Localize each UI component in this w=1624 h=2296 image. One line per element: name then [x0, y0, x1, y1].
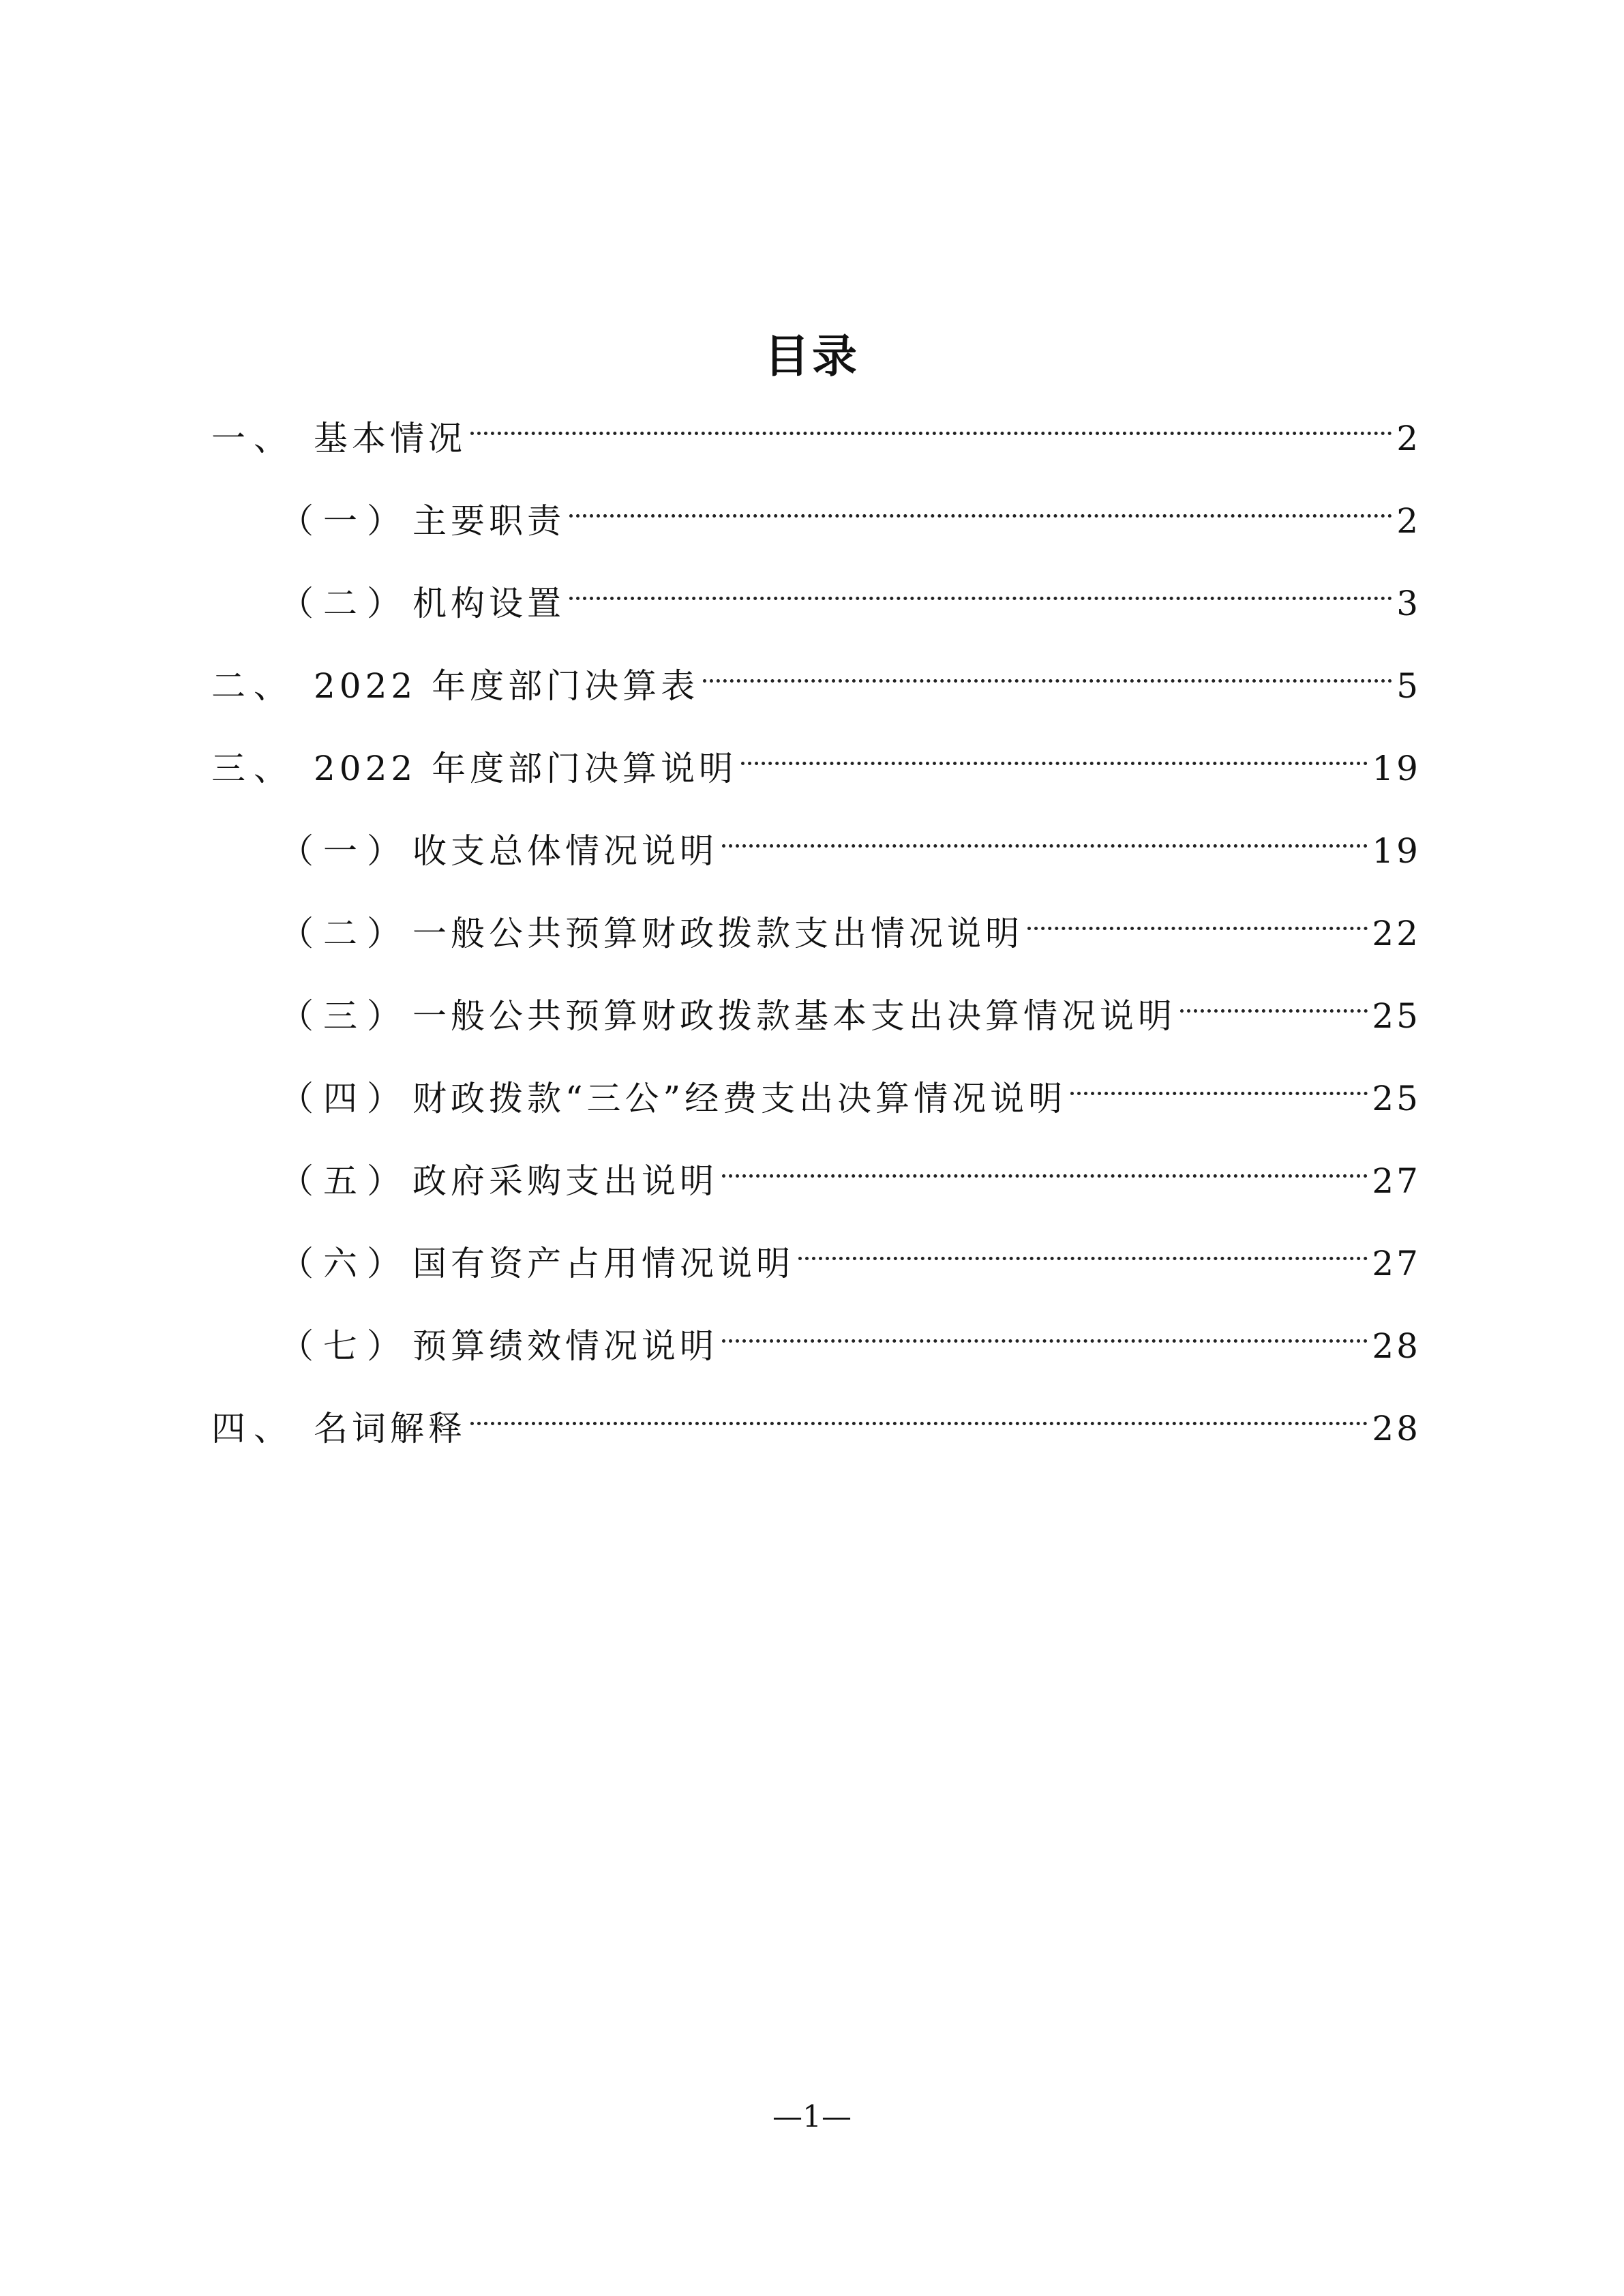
- toc-entry-text: 一般公共预算财政拨款支出情况说明: [412, 914, 1023, 953]
- toc-dot-leader: [722, 1138, 1368, 1193]
- toc-entry-number: 一、: [211, 419, 296, 458]
- toc-entry-text: 一般公共预算财政拨款基本支出决算情况说明: [412, 996, 1176, 1036]
- toc-entry[interactable]: [280, 1221, 1421, 1283]
- toc-entry[interactable]: [211, 726, 1421, 788]
- toc-entry-page: 27: [1372, 1161, 1421, 1201]
- toc-entry[interactable]: [280, 478, 1421, 541]
- toc-entry-number: （二）: [280, 914, 410, 953]
- toc-entry-number: （三）: [280, 996, 410, 1036]
- toc-entry[interactable]: [280, 1303, 1421, 1366]
- toc-entry-page: 25: [1372, 1079, 1421, 1118]
- page-number-footer: —1—: [772, 2100, 852, 2134]
- toc-entry-number: （四）: [280, 1079, 410, 1118]
- toc-entry-page: 28: [1372, 1326, 1421, 1366]
- toc-entry-text: 2022 年度部门决算表: [314, 666, 700, 706]
- toc-entry[interactable]: [211, 643, 1421, 706]
- toc-entry-number: （五）: [280, 1161, 410, 1201]
- toc-entry-text: 预算绩效情况说明: [412, 1326, 718, 1366]
- toc-entry[interactable]: [280, 561, 1421, 623]
- toc-entry-number: 三、: [211, 749, 296, 788]
- toc-entry-text: 主要职责: [412, 501, 565, 541]
- toc-entry-page: 2: [1396, 501, 1421, 541]
- toc-entry-number: 二、: [211, 666, 296, 706]
- toc-entry-text: 名词解释: [314, 1409, 466, 1448]
- toc-entry-page: 3: [1396, 584, 1421, 623]
- toc-dot-leader: [1070, 1056, 1368, 1110]
- toc-dot-leader: [1027, 891, 1368, 945]
- toc-entry-page: 25: [1372, 996, 1421, 1036]
- toc-dot-leader: [569, 561, 1392, 615]
- toc-dot-leader: [703, 643, 1392, 698]
- toc-entry-number: （二）: [280, 584, 410, 623]
- toc-entry-text: 2022 年度部门决算说明: [314, 749, 738, 788]
- toc-entry-text: 基本情况: [314, 419, 466, 458]
- toc-entry-page: 19: [1372, 831, 1421, 871]
- toc-dot-leader: [569, 478, 1392, 533]
- toc-entry-number: （一）: [280, 501, 410, 541]
- toc-entry-number: （七）: [280, 1326, 410, 1366]
- toc-dot-leader: [470, 1386, 1368, 1440]
- toc-entry[interactable]: [280, 891, 1421, 953]
- toc-dot-leader: [722, 1303, 1368, 1358]
- toc-dot-leader: [470, 396, 1392, 450]
- toc-entry-text: 政府采购支出说明: [412, 1161, 718, 1201]
- toc-dot-leader: [722, 808, 1368, 863]
- toc-entry[interactable]: [280, 808, 1421, 871]
- toc-dot-leader: [798, 1221, 1368, 1275]
- toc-entry[interactable]: [211, 396, 1421, 458]
- toc-entry-page: 5: [1396, 666, 1421, 706]
- toc-entry[interactable]: [280, 973, 1421, 1036]
- toc-dot-leader: [1180, 973, 1368, 1028]
- toc-entry-number: （六）: [280, 1244, 410, 1283]
- toc-entry-text: 机构设置: [412, 584, 565, 623]
- toc-entry-text: 国有资产占用情况说明: [412, 1244, 794, 1283]
- toc-entry-page: 19: [1372, 749, 1421, 788]
- toc-dot-leader: [741, 726, 1368, 780]
- toc-entry-page: 22: [1372, 914, 1421, 953]
- toc-entry-text: 财政拨款“三公”经费支出决算情况说明: [412, 1079, 1067, 1118]
- toc-entry-number: （一）: [280, 831, 410, 871]
- toc-title: 目录: [764, 330, 860, 383]
- toc-entry[interactable]: [280, 1138, 1421, 1201]
- toc-entry-page: 28: [1372, 1409, 1421, 1448]
- toc-entry-text: 收支总体情况说明: [412, 831, 718, 871]
- toc-entry-page: 27: [1372, 1244, 1421, 1283]
- toc-entry[interactable]: [280, 1056, 1421, 1118]
- toc-entry[interactable]: [211, 1386, 1421, 1448]
- toc-entry-page: 2: [1396, 419, 1421, 458]
- toc-entry-number: 四、: [211, 1409, 296, 1448]
